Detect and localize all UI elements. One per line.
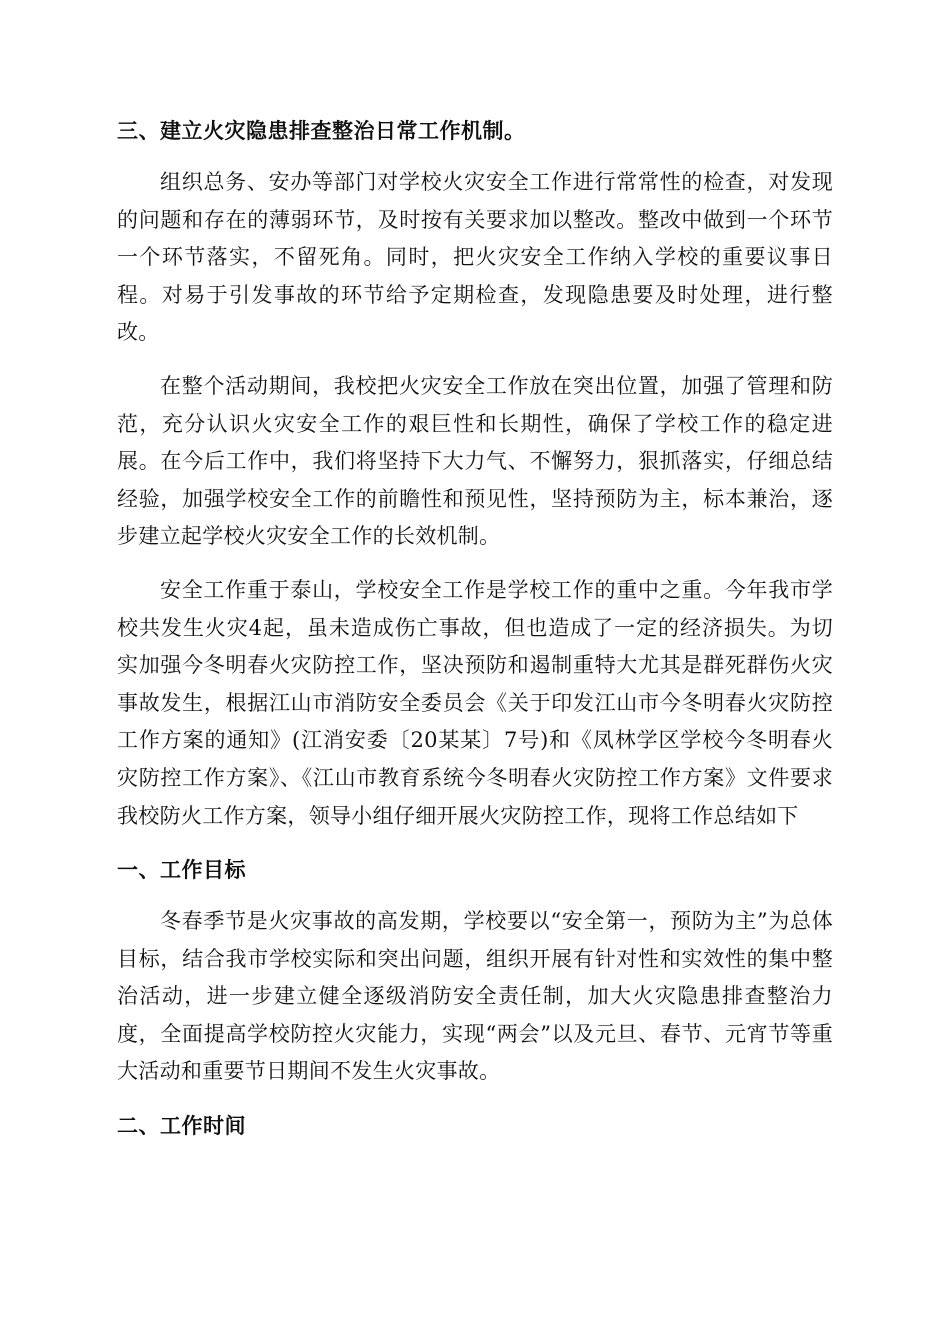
section-1-heading: 一、工作目标: [117, 858, 246, 883]
paragraph-goals: 冬春季节是火灾事故的高发期，学校要以“安全第一，预防为主”为总体目标，结合我市学校实际和突出问题，组织开展有针对性和实效性的集中整治活动，进一步建立健全逐级消防安全责任制，加大火灾隐患排查整治力度，全面提高学校防控火灾能力，实现“两会”以及元旦、春节、元宵节等重大活动和重要节日期间不发生火灾事故。: [117, 909, 833, 1084]
paragraph-background: 安全工作重于泰山，学校安全工作是学校工作的重中之重。今年我市学校共发生火灾4起，虽未造成伤亡事故，但也造成了一定的经济损失。为切实加强今冬明春火灾防控工作，坚决预防和遏制重特大尤其是群死群伤火灾事故发生，根据江山市消防安全委员会《关于印发江山市今冬明春火灾防控工作方案的通知》(江消安委〔20某某〕7号)和《凤林学区学校今冬明春火灾防控工作方案》、《江山市教育系统今冬明春火灾防控工作方案》文件要求我校防火工作方案，领导小组仔细开展火灾防控工作，现将工作总结如下: [117, 577, 833, 828]
section-2-heading: 二、工作时间: [117, 1114, 246, 1139]
paragraph-activity-summary: 在整个活动期间，我校把火灾安全工作放在突出位置，加强了管理和防范，充分认识火灾安全工作的艰巨性和长期性，确保了学校工作的稳定进展。在今后工作中，我们将坚持下大力气、不懈努力，狠抓落实，仔细总结经验，加强学校安全工作的前瞻性和预见性，坚持预防为主，标本兼治，逐步建立起学校火灾安全工作的长效机制。: [117, 373, 833, 549]
section-3-heading: 三、建立火灾隐患排查整治日常工作机制。: [117, 119, 526, 143]
paragraph-inspection: 组织总务、安办等部门对学校火灾安全工作进行常常性的检查，对发现的问题和存在的薄弱环节，及时按有关要求加以整改。整改中做到一个环节一个环节落实，不留死角。同时，把火灾安全工作纳入学校的重要议事日程。对易于引发事故的环节给予定期检查，发现隐患要及时处理，进行整改。: [117, 170, 833, 345]
document-page: [117, 112, 833, 1159]
